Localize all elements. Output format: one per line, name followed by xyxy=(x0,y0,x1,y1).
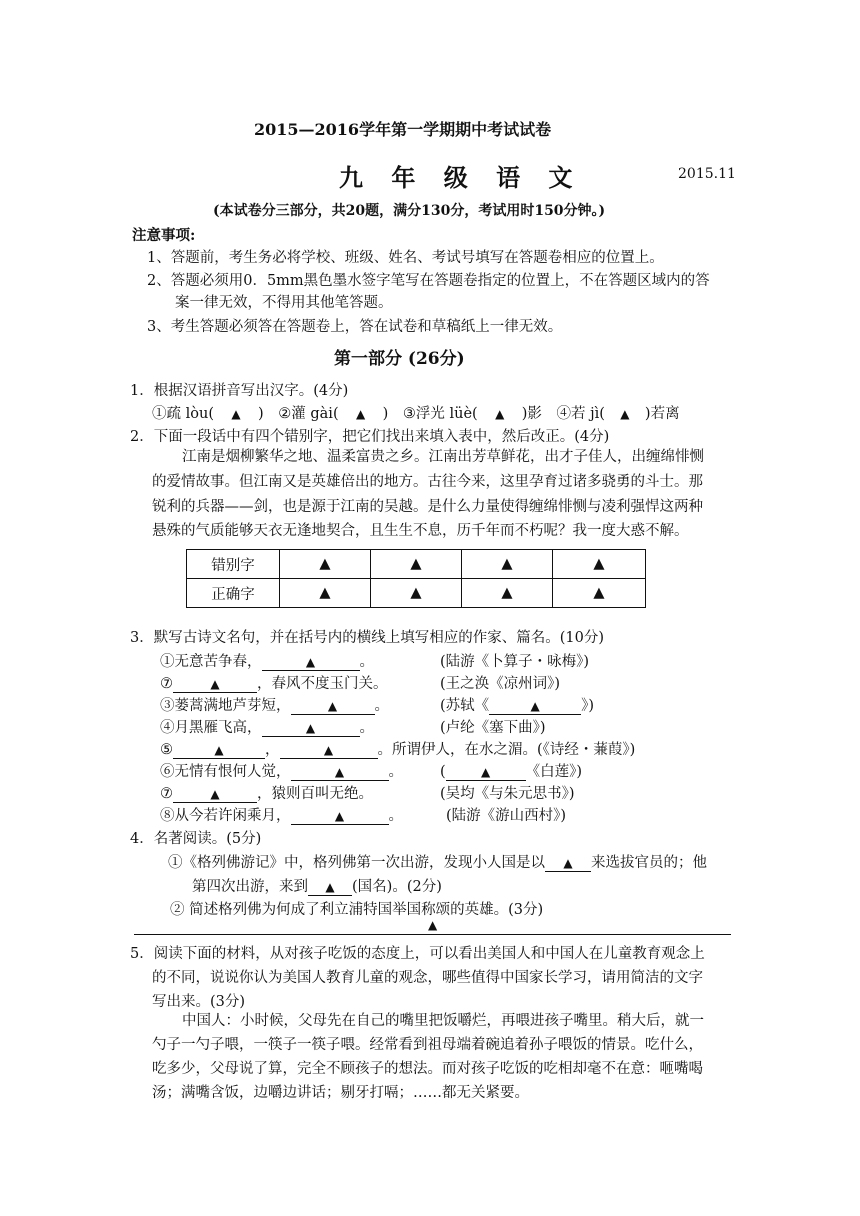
poem-source: (吴均《与朱元思书》) xyxy=(440,786,575,802)
section-title: 第一部分 (26分) xyxy=(334,349,465,369)
answer-mark: ▲ xyxy=(280,579,371,608)
answer-mark: ▲ xyxy=(334,765,345,779)
note-item: 案一律无效，不得用其他笔答题。 xyxy=(175,295,393,311)
answer-mark: ▲ xyxy=(462,550,553,579)
answer-mark: ▲ xyxy=(231,407,241,421)
poem-line xyxy=(160,782,373,803)
paren: )若离 xyxy=(644,406,680,422)
answer-mark: ▲ xyxy=(280,550,371,579)
answer-mark: ▲ xyxy=(428,918,438,932)
q5-passage-line: 中国人：小时候，父母先在自己的嘴里把饭嚼烂，再喂进孩子嘴里。稍大后，就一 xyxy=(182,1013,704,1029)
correction-table xyxy=(186,549,646,608)
poem-text: 。 xyxy=(388,808,403,824)
notes-label: 注意事项: xyxy=(132,227,196,244)
pinyin-item: ③浮光 lüè( xyxy=(402,406,478,422)
poem-text: ⑤ xyxy=(160,742,173,758)
poem-source: (陆游《卜算子・咏梅》) xyxy=(440,654,590,670)
poem-text: ①无意苦争春， xyxy=(160,654,262,670)
answer-mark: ▲ xyxy=(334,809,345,823)
poem-text: 。 xyxy=(359,654,374,670)
poem-source-text: 》) xyxy=(581,698,595,714)
poem-text: ⑦ xyxy=(160,786,173,802)
subject-title: 九 年 级 语 文 xyxy=(339,163,583,192)
poem-source: (陆游《游山西村》) xyxy=(446,808,567,824)
answer-mark: ▲ xyxy=(325,880,335,894)
poem-text: 。所谓伊人，在水之湄。(《诗经・蒹葭》) xyxy=(377,742,636,758)
exam-date: 2015.11 xyxy=(678,166,736,182)
q4-sub-2: ② 简述格列佛为何成了利立浦特国举国称颂的英雄。(3分) xyxy=(170,902,544,918)
answer-mark: ▲ xyxy=(305,655,316,669)
poem-source-text: 《白莲》) xyxy=(525,764,583,780)
q4-text: 来选拔官员的；他 xyxy=(591,855,707,871)
poem-text: 。 xyxy=(359,720,374,736)
poem-text: ⑦ xyxy=(160,676,173,692)
answer-mark: ▲ xyxy=(553,579,646,608)
question-1-prompt: 1．根据汉语拼音写出汉字。(4分) xyxy=(130,383,349,399)
answer-mark: ▲ xyxy=(214,743,224,757)
poem-source-text: (苏轼《 xyxy=(440,698,490,714)
answer-mark: ▲ xyxy=(323,743,334,757)
question-2-prompt: 2．下面一段话中有四个错别字，把它们找出来填入表中，然后改正。(4分) xyxy=(130,429,610,445)
poem-line xyxy=(160,672,388,693)
row-label: 错别字 xyxy=(187,550,280,579)
exam-title: 2015—2016学年第一学期期中考试试卷 xyxy=(254,120,552,139)
answer-mark: ▲ xyxy=(462,579,553,608)
q4-sub-1 xyxy=(168,851,707,872)
answer-mark: ▲ xyxy=(371,579,462,608)
q2-passage-line: 的爱情故事。但江南又是英雄倍出的地方。古往今来，这里孕育过诸多骁勇的斗士。那 xyxy=(152,474,703,490)
poem-line xyxy=(160,804,403,825)
q5-passage-line: 汤；满嘴含饭，边嚼边讲话；剔牙打嗝；……都无关紧要。 xyxy=(152,1085,529,1101)
question-1-items xyxy=(152,402,680,423)
paren: ) xyxy=(382,406,389,422)
q4-text: 第四次出游，来到 xyxy=(192,879,308,895)
answer-mark: ▲ xyxy=(327,699,338,713)
answer-mark: ▲ xyxy=(530,699,540,713)
q2-passage-line: 江南是烟柳繁华之地、温柔富贵之乡。江南出芳草鲜花，出才子佳人，出缠绵悱恻 xyxy=(182,449,704,465)
question-5-prompt: 写出来。(3分) xyxy=(152,994,246,1010)
pinyin-item: ②灌 gài( xyxy=(278,406,339,422)
q2-passage-line: 锐利的兵器——剑，也是源于江南的吴越。是什么力量使得缠绵悱恻与凌利强悍这两种 xyxy=(152,499,703,515)
answer-mark: ▲ xyxy=(553,550,646,579)
poem-text: ， xyxy=(265,742,280,758)
answer-line xyxy=(134,934,731,935)
poem-text: ③蒌蒿满地芦芽短， xyxy=(160,698,291,714)
poem-text: ⑥无情有恨何人觉， xyxy=(160,764,291,780)
q5-passage-line: 勺子一勺子喂，一筷子一筷子喂。经常看到祖母端着碗追着孙子喂饭的情景。吃什么， xyxy=(152,1037,703,1053)
poem-source xyxy=(440,760,582,781)
pinyin-item: ④若 jì( xyxy=(556,406,605,422)
answer-mark: ▲ xyxy=(355,407,366,421)
poem-source xyxy=(440,694,594,715)
q2-passage-line: 悬殊的气质能够天衣无逢地契合，且生生不息，历千年而不朽呢？我一度大惑不解。 xyxy=(152,523,689,539)
poem-line xyxy=(160,694,389,715)
poem-text: 。 xyxy=(374,698,389,714)
poem-source: (王之涣《凉州词》) xyxy=(440,676,561,692)
poem-line xyxy=(160,738,635,759)
q4-text: (国名)。(2分) xyxy=(352,879,442,895)
q4-sub-1-cont xyxy=(192,875,442,896)
poem-line xyxy=(160,760,403,781)
poem-line xyxy=(160,650,374,671)
answer-mark: ▲ xyxy=(495,407,505,421)
poem-source-text: ( xyxy=(440,764,446,780)
row-label: 正确字 xyxy=(187,579,280,608)
answer-mark: ▲ xyxy=(620,407,630,421)
paren: )影 xyxy=(521,406,542,422)
table-row xyxy=(187,579,646,608)
note-item: 1、答题前，考生务必将学校、班级、姓名、考试号填写在答题卷相应的位置上。 xyxy=(147,250,664,266)
answer-mark: ▲ xyxy=(210,677,220,691)
poem-text: 。 xyxy=(388,764,403,780)
poem-text: ，猿则百叫无绝。 xyxy=(257,786,373,802)
note-item: 2、答题必须用0．5mm黑色墨水签字笔写在答题卷指定的位置上，不在答题区域内的答 xyxy=(147,273,710,289)
answer-mark: ▲ xyxy=(563,856,573,870)
question-4-prompt: 4．名著阅读。(5分) xyxy=(130,831,262,847)
question-5-prompt: 的不同，说说你认为美国人教育儿童的观念，哪些值得中国家长学习，请用简洁的文字 xyxy=(152,970,703,986)
table-row xyxy=(187,550,646,579)
answer-mark: ▲ xyxy=(481,765,491,779)
q4-text: ①《格列佛游记》中，格列佛第一次出游，发现小人国是以 xyxy=(168,855,545,871)
answer-mark: ▲ xyxy=(305,721,316,735)
exam-instructions: (本试卷分三部分，共20题，满分130分，考试用时150分钟。) xyxy=(213,203,606,219)
question-5-prompt: 5．阅读下面的材料，从对孩子吃饭的态度上，可以看出美国人和中国人在儿童教育观念上 xyxy=(130,946,705,962)
answer-mark: ▲ xyxy=(371,550,462,579)
paren: ) xyxy=(257,406,264,422)
answer-mark: ▲ xyxy=(210,787,220,801)
note-item: 3、考生答题必须答在答题卷上，答在试卷和草稿纸上一律无效。 xyxy=(147,319,563,335)
poem-source: (卢纶《塞下曲》) xyxy=(440,720,546,736)
question-3-prompt: 3．默写古诗文名句，并在括号内的横线上填写相应的作家、篇名。(10分) xyxy=(130,630,604,646)
poem-line xyxy=(160,716,374,737)
pinyin-item: ①疏 lòu( xyxy=(152,406,214,422)
poem-text: ，春风不度玉门关。 xyxy=(257,676,388,692)
poem-text: ④月黑雁飞高， xyxy=(160,720,262,736)
q5-passage-line: 吃多少，父母说了算，完全不顾孩子的想法。而对孩子吃饭的吃相却毫不在意：咂嘴喝 xyxy=(152,1061,703,1077)
poem-text: ⑧从今若许闲乘月， xyxy=(160,808,291,824)
